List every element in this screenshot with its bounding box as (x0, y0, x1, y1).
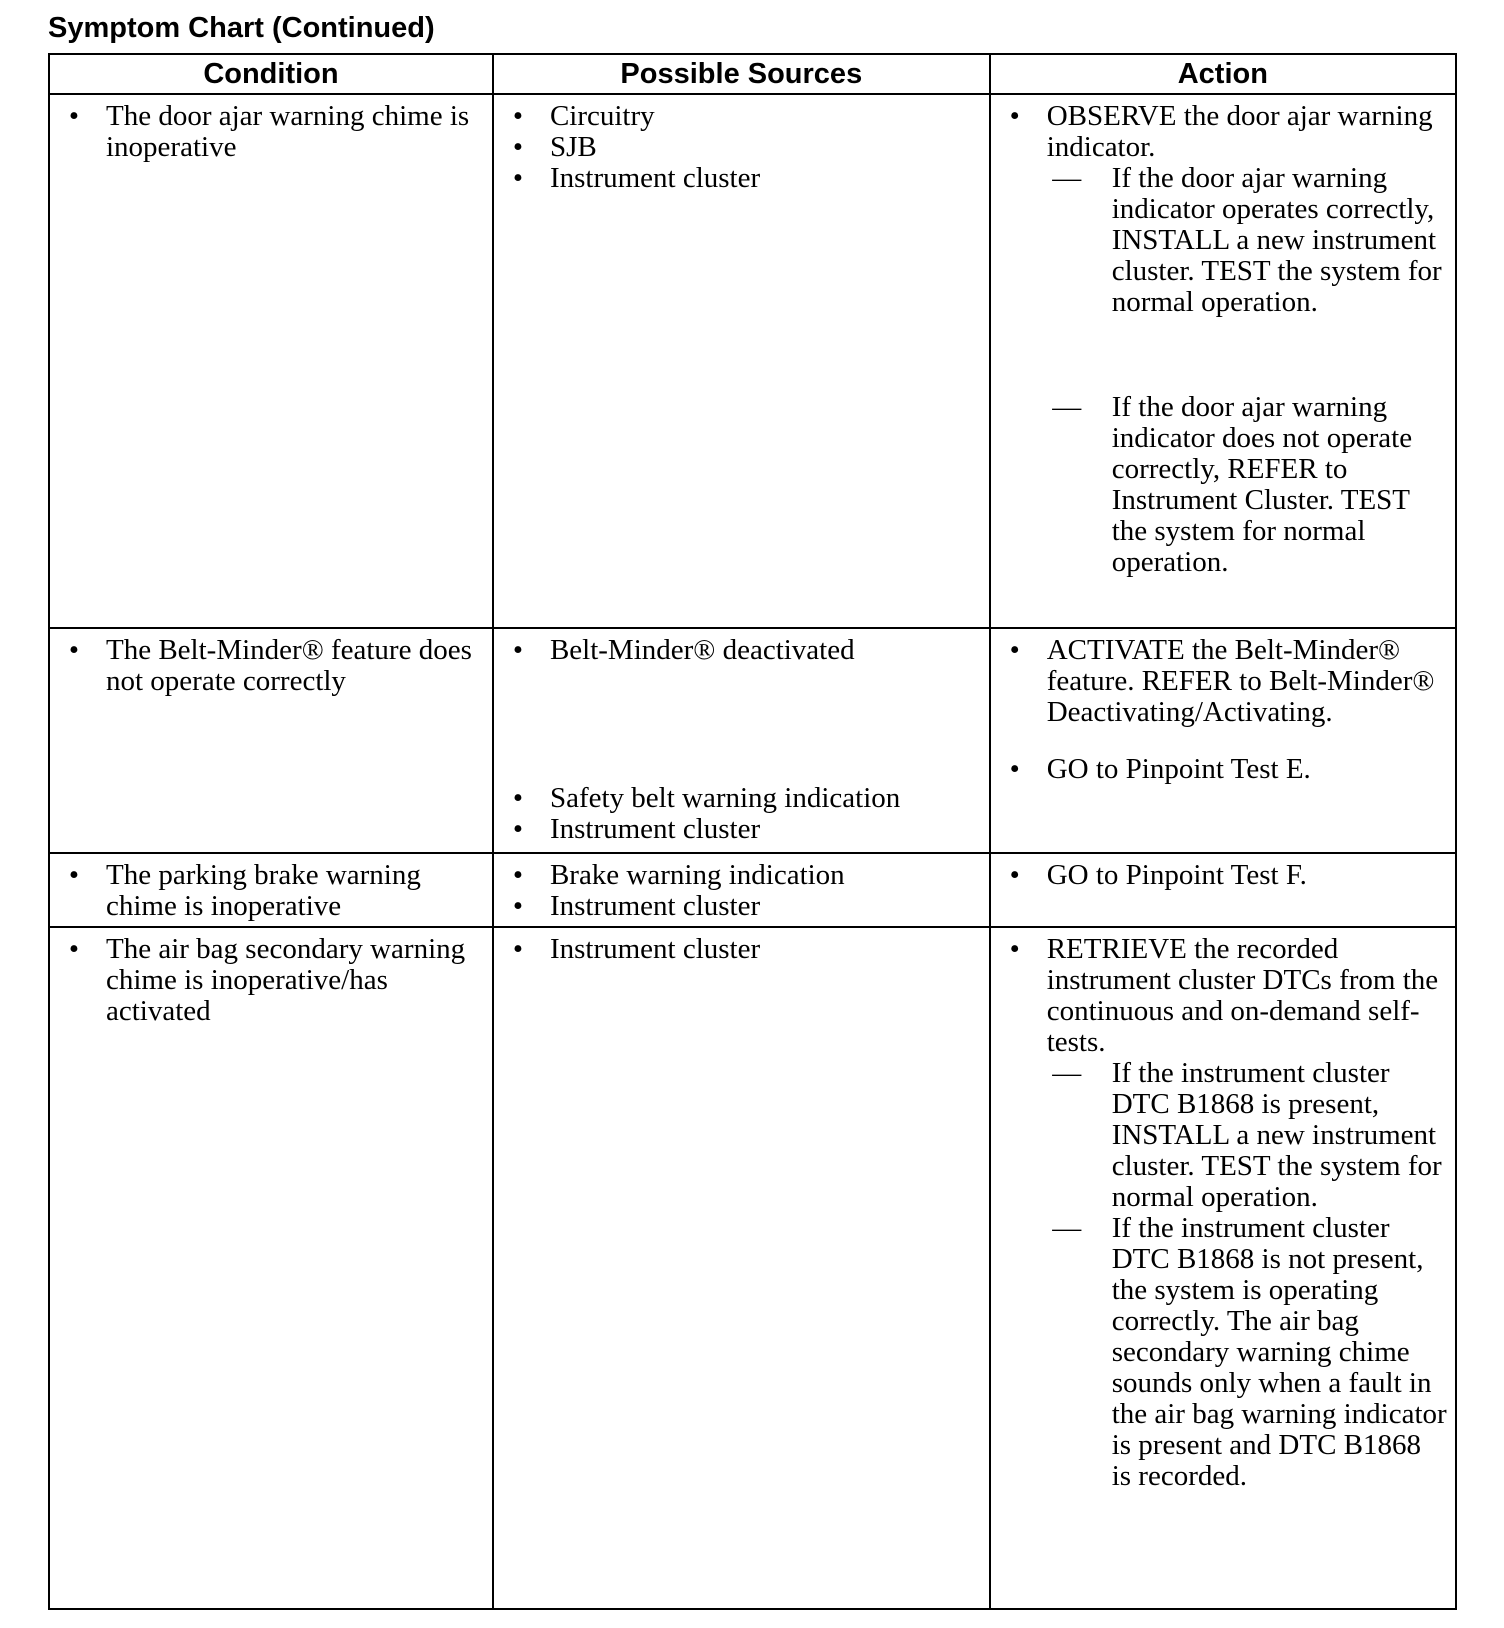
action-subitem-text: If the door ajar warning indicator does not operate correctly, REFER to Instrument Cluster. TEST the system for normal operation. (1111, 391, 1413, 578)
bullet-icon: • (512, 162, 524, 194)
dash-icon: — (1052, 162, 1082, 194)
action-header: Action (990, 54, 1456, 94)
bullet-icon: • (1009, 634, 1020, 666)
condition-cell (49, 94, 493, 628)
condition-text: The door ajar warning chime is inoperative (106, 100, 470, 163)
source-text: Instrument cluster (549, 162, 761, 194)
source-item (502, 635, 981, 666)
bullet-icon: • (1009, 933, 1020, 965)
source-text: Instrument cluster (549, 813, 761, 845)
condition-text: The parking brake warning chime is inoperative (106, 859, 421, 922)
bullet-icon: • (1009, 859, 1020, 891)
source-item (502, 860, 981, 891)
table-row (49, 628, 1456, 853)
condition-text: The Belt-Minder® feature does not operate correctly (106, 634, 472, 697)
source-item (502, 132, 981, 163)
dash-icon: — (1052, 391, 1082, 423)
page-title: Symptom Chart (Continued) (48, 12, 435, 44)
bullet-icon: • (512, 890, 524, 922)
action-subitem-text: If the instrument cluster DTC B1868 is not present, the system is operating correctly. The air bag secondary warning chime sounds only when a fault in the air bag warning indicator is present and DTC B1868 is recorded. (1111, 1212, 1447, 1492)
source-text: Brake warning indication (549, 859, 845, 891)
condition-cell (49, 927, 493, 1609)
action-text: OBSERVE the door ajar warning indicator. (1046, 100, 1433, 163)
source-item (502, 934, 981, 965)
source-text: SJB (549, 131, 597, 163)
bullet-icon: • (1009, 100, 1020, 132)
bullet-icon: • (512, 859, 524, 891)
action-subitem (1047, 163, 1447, 318)
sources-cell (493, 94, 990, 628)
table-row (49, 853, 1456, 927)
source-item (502, 783, 981, 814)
source-text: Instrument cluster (549, 890, 761, 922)
bullet-icon: • (512, 634, 524, 666)
bullet-icon: • (68, 634, 80, 666)
bullet-icon: • (512, 933, 524, 965)
bullet-icon: • (68, 859, 80, 891)
action-subitem-text: If the instrument cluster DTC B1868 is present, INSTALL a new instrument cluster. TEST the system for normal operation. (1111, 1057, 1442, 1213)
action-text: ACTIVATE the Belt-Minder® feature. REFER to Belt-Minder® Deactivating/Activating. (1046, 634, 1435, 728)
action-subitem-text: If the door ajar warning indicator operates correctly, INSTALL a new instrument cluster. TEST the system for normal operation. (1111, 162, 1442, 318)
action-subitem (1047, 392, 1447, 578)
condition-item (58, 860, 484, 922)
source-item (502, 101, 981, 132)
action-cell (990, 927, 1456, 1609)
bullet-icon: • (512, 131, 524, 163)
source-text: Belt-Minder® deactivated (549, 634, 855, 666)
bullet-icon: • (68, 933, 80, 965)
source-item (502, 891, 981, 922)
table-row (49, 927, 1456, 1609)
sources-cell (493, 853, 990, 927)
dash-icon: — (1052, 1212, 1082, 1244)
action-item (999, 860, 1447, 891)
bullet-icon: • (68, 100, 80, 132)
sources-cell (493, 927, 990, 1609)
action-subitem (1047, 1058, 1447, 1213)
bullet-icon: • (512, 100, 524, 132)
condition-item (58, 934, 484, 1027)
action-item (999, 934, 1447, 1492)
dash-icon: — (1052, 1057, 1082, 1089)
condition-cell (49, 853, 493, 927)
condition-cell (49, 628, 493, 853)
possible-sources-header: Possible Sources (493, 54, 990, 94)
condition-header: Condition (49, 54, 493, 94)
condition-text: The air bag secondary warning chime is inoperative/has activated (106, 933, 466, 1027)
source-text: Instrument cluster (549, 933, 761, 965)
bullet-icon: • (1009, 753, 1020, 785)
action-text: GO to Pinpoint Test E. (1046, 753, 1311, 785)
action-item (999, 101, 1447, 578)
source-text: Safety belt warning indication (549, 782, 901, 814)
header-row (49, 54, 1456, 94)
action-item (999, 635, 1447, 728)
source-item (502, 163, 981, 194)
action-subitem (1047, 1213, 1447, 1492)
condition-item (58, 635, 484, 697)
table-row (49, 94, 1456, 628)
symptom-chart-table (48, 53, 1457, 1610)
action-text: RETRIEVE the recorded instrument cluster DTCs from the continuous and on-demand self-tests. (1046, 933, 1439, 1058)
action-text: GO to Pinpoint Test F. (1046, 859, 1307, 891)
bullet-icon: • (512, 782, 524, 814)
source-text: Circuitry (549, 100, 655, 132)
bullet-icon: • (512, 813, 524, 845)
action-cell (990, 628, 1456, 853)
action-item (999, 754, 1447, 785)
action-cell (990, 94, 1456, 628)
action-cell (990, 853, 1456, 927)
source-item (502, 814, 981, 845)
sources-cell (493, 628, 990, 853)
condition-item (58, 101, 484, 163)
